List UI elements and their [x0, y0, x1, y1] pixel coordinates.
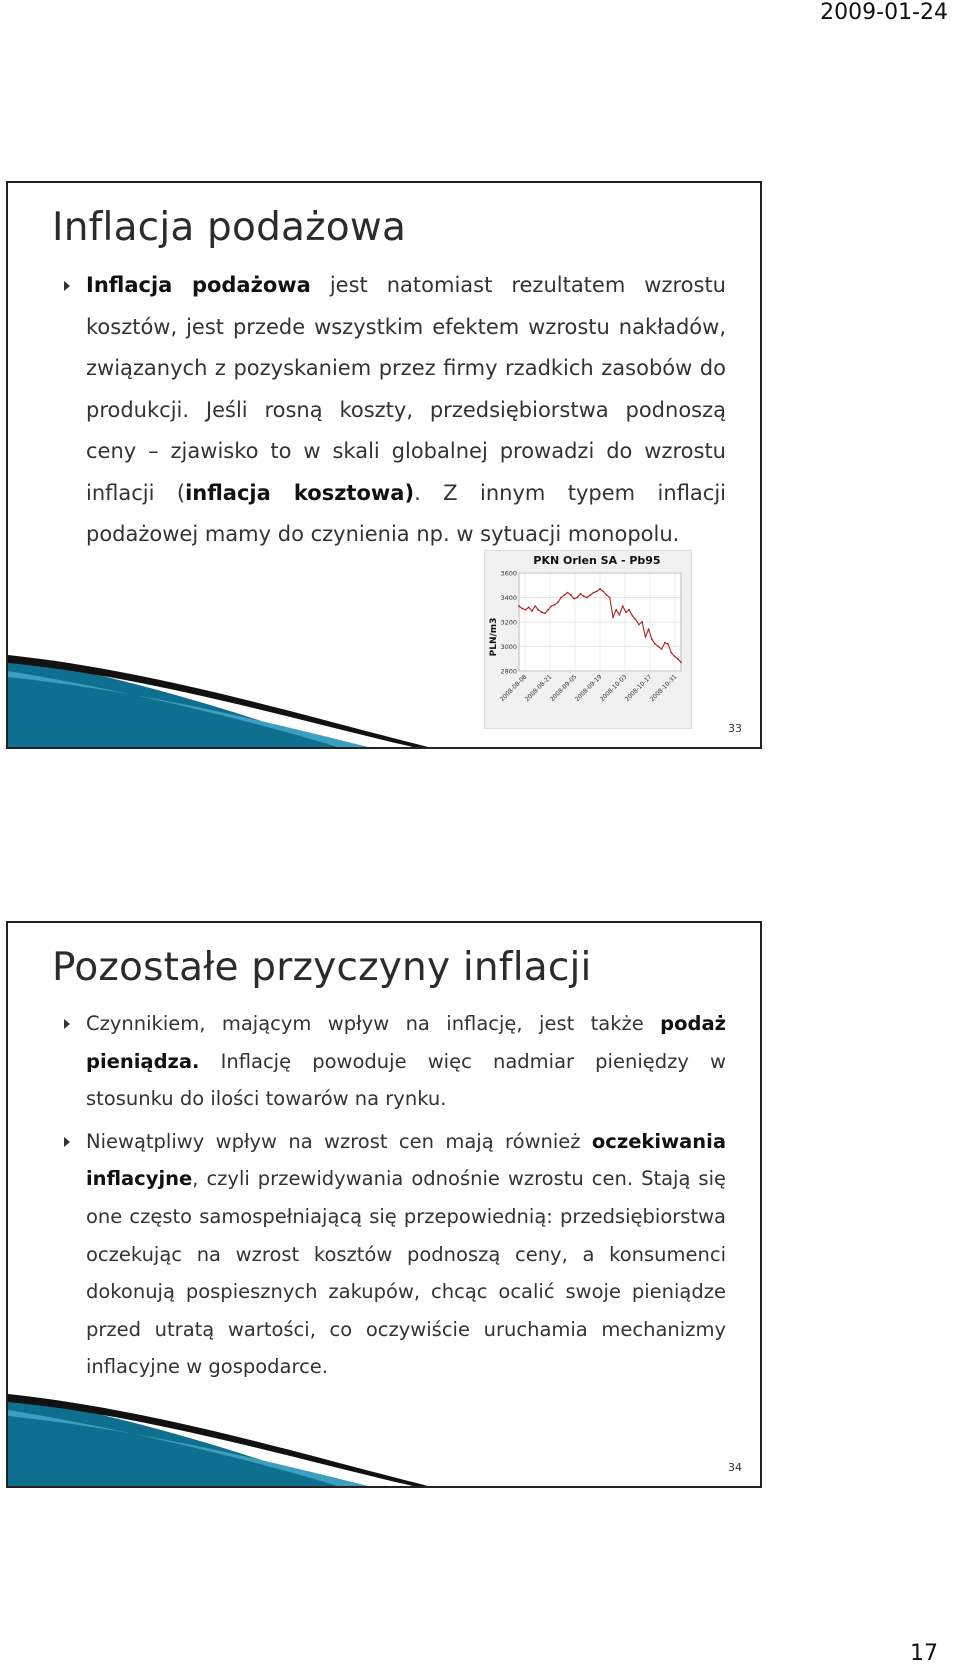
bullet-text: [86, 1130, 726, 1379]
chart-ytick-label: 2800: [500, 667, 517, 676]
chart-data-point: [625, 611, 627, 613]
chart-ytick-label: 3400: [500, 594, 517, 602]
chart-data-point: [541, 611, 543, 613]
bullet-arrow-icon: [64, 281, 70, 291]
bullet-item: [56, 265, 726, 556]
chart-data-point: [525, 609, 527, 611]
bullet-arrow-icon: [64, 1137, 70, 1147]
chart-data-point: [557, 602, 559, 604]
chart-data-point: [599, 588, 601, 590]
page-number: 17: [910, 1641, 938, 1666]
text-run: Niewątpliwy wpływ na wzrost cen mają również: [86, 1129, 592, 1153]
chart-data-point: [609, 597, 611, 599]
chart-data-point: [554, 604, 556, 606]
chart-data-point: [638, 624, 640, 626]
slide-title: Inflacja podażowa: [52, 205, 407, 250]
chart-ytick-label: 3000: [500, 643, 517, 651]
chart-data-point: [586, 597, 588, 599]
chart-data-point: [544, 613, 546, 615]
chart-title: PKN Orlen SA - Pb95: [533, 554, 661, 567]
chart-data-point: [564, 594, 566, 596]
chart-data-point: [648, 628, 650, 630]
chart-xtick-label: 2008-08-21: [523, 673, 554, 704]
bold-text-run: oczekiwania inflacyjne: [86, 1129, 726, 1191]
text-run: , czyli przewidywania odnośnie wzrostu cen. Stają się one często samospełniającą się przepowiednią: przedsiębiorstwa oczekując na wzrost kosztów podnoszą ceny, a konsumenci dokonują pospiesznych zakupów, chcąc ocalić swoje pieniądze przed utratą wartości, co oczywiście uruchamia mechanizmy inflacyjne w gospodarce.: [86, 1167, 726, 1379]
chart-data-point: [521, 608, 523, 610]
page-date: 2009-01-24: [820, 0, 948, 25]
chart-data-point: [632, 615, 634, 617]
chart-data-point: [576, 597, 578, 599]
chart-data-point: [538, 609, 540, 611]
text-run: jest natomiast rezultatem wzrostu kosztów, jest przede wszystkim efektem wzrostu nakładów, związanych z pozyskaniem przez firmy rzadkich zasobów do produkcji. Jeśli rosną koszty, przedsiębiorstwa podnoszą ceny – zjawisko to w skali globalnej prowadzi do wzrostu inflacji (: [86, 273, 726, 505]
bold-text-run: inflacja kosztowa): [185, 480, 415, 505]
bullet-text: [86, 1012, 726, 1110]
bullet-item: [56, 1005, 726, 1118]
chart-data-point: [580, 593, 582, 595]
chart-xtick-label: 2008-10-17: [623, 673, 654, 704]
chart-data-point: [602, 591, 604, 593]
slide-swoosh-decoration: [8, 1376, 762, 1486]
chart-data-point: [622, 605, 624, 607]
chart-xtick-label: 2008-08-08: [498, 673, 529, 704]
text-run: Inflację powoduje więc nadmiar pieniędzy w stosunku do ilości towarów na rynku.: [86, 1049, 726, 1111]
chart-data-point: [528, 606, 530, 608]
chart-data-point: [567, 592, 569, 594]
bold-text-run: podaż pieniądza.: [86, 1012, 726, 1073]
slide-pozostale-przyczyny: [6, 921, 762, 1488]
chart-data-point: [615, 609, 617, 611]
slide-inflacja-podazowa: [6, 181, 762, 749]
bullet-list: [56, 1005, 726, 1391]
chart-ytick-label: 3200: [500, 618, 517, 627]
slide-number: 34: [728, 1461, 742, 1474]
chart-data-point: [531, 610, 533, 612]
chart-data-point: [628, 609, 630, 611]
bullet-item: [56, 1123, 726, 1386]
chart-data-point: [551, 605, 553, 607]
chart-data-point: [612, 616, 614, 618]
chart-data-point: [593, 592, 595, 594]
chart-data-point: [589, 594, 591, 596]
chart-xtick-label: 2008-09-19: [573, 673, 604, 704]
chart-data-point: [547, 609, 549, 611]
chart-ytick-label: 3600: [500, 569, 517, 578]
chart-data-point: [560, 597, 562, 599]
chart-data-point: [583, 595, 585, 597]
bullet-text: [86, 273, 726, 546]
chart-data-point: [635, 619, 637, 621]
bullet-arrow-icon: [64, 1019, 70, 1029]
bullet-list: [56, 265, 726, 556]
chart-data-point: [641, 621, 643, 623]
bold-text-run: Inflacja podażowa: [86, 273, 311, 297]
chart-xtick-label: 2008-09-05: [548, 673, 579, 704]
text-run: Czynnikiem, mającym wpływ na inflację, jest także: [86, 1012, 661, 1035]
chart-xtick-label: 2008-10-31: [648, 673, 679, 704]
chart-data-point: [518, 605, 520, 607]
chart-data-point: [573, 598, 575, 600]
slide-swoosh-decoration: [8, 637, 762, 747]
chart-xtick-label: 2008-10-03: [598, 673, 629, 704]
chart-data-point: [596, 591, 598, 593]
chart-data-point: [619, 614, 621, 616]
chart-data-point: [570, 594, 572, 596]
chart-data-point: [606, 594, 608, 596]
slide-number: 33: [728, 722, 742, 735]
chart-ylabel: PLN/m3: [489, 617, 499, 657]
chart-data-point: [534, 605, 536, 607]
slide-title: Pozostałe przyczyny inflacji: [52, 945, 592, 990]
text-run: . Z innym typem inflacji podażowej mamy do czynienia np. w sytuacji monopolu.: [86, 480, 727, 546]
